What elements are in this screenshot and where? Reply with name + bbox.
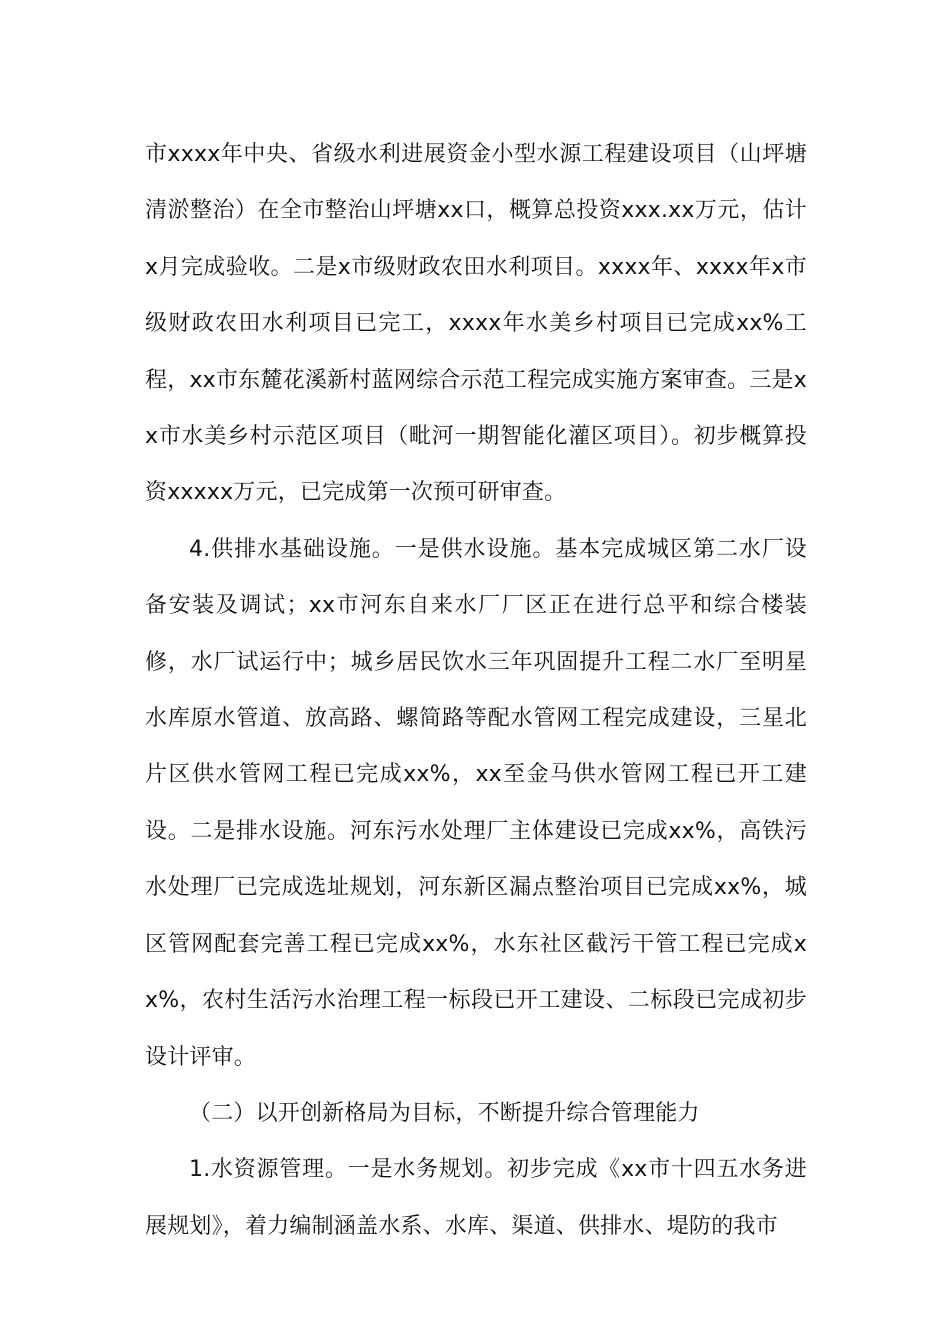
paragraph-water-resource-management: 1.水资源管理。一是水务规划。初步完成《xx市十四五水务进展规划》，着力编制涵盖水系、水库、渠道、供排水、堤防的我市 <box>145 1157 807 1239</box>
paragraph-project-continuation: 市xxxx年中央、省级水利进展资金小型水源工程建设项目（山坪塘清淤整治）在全市整治山坪塘xx口，概算总投资xxx.xx万元，估计x月完成验收。二是x市级财政农田水利项目。xxxx年、xxxx年x市级财政农田水利项目已完工，xxxx年水美乡村项目已完成xx%工程，xx市东麓花溪新村蓝网综合示范工程完成实施方案审查。三是xx市水美乡村示范区项目（毗河一期智能化灌区项目）。初步概算投资xxxxx万元，已完成第一次预可研审查。 <box>145 142 807 506</box>
section-heading-management: （二）以开创新格局为目标，不断提升综合管理能力 <box>189 1100 700 1126</box>
document-body <box>145 127 807 1255</box>
paragraph-water-supply-drainage: 4.供排水基础设施。一是供水设施。基本完成城区第二水厂设备安装及调试；xx市河东自来水厂厂区正在进行总平和综合楼装修，水厂试运行中；城乡居民饮水三年巩固提升工程二水厂至明星水库原水管道、放高路、螺简路等配水管网工程完成建设，三星北片区供水管网工程已完成xx%，xx至金马供水管网工程已开工建设。二是排水设施。河东污水处理厂主体建设已完成xx%，高铁污水处理厂已完成选址规划，河东新区漏点整治项目已完成xx%，城区管网配套完善工程已完成xx%，水东社区截污干管工程已完成xx%，农村生活污水治理工程一标段已开工建设、二标段已完成初步设计评审。 <box>145 536 807 1070</box>
